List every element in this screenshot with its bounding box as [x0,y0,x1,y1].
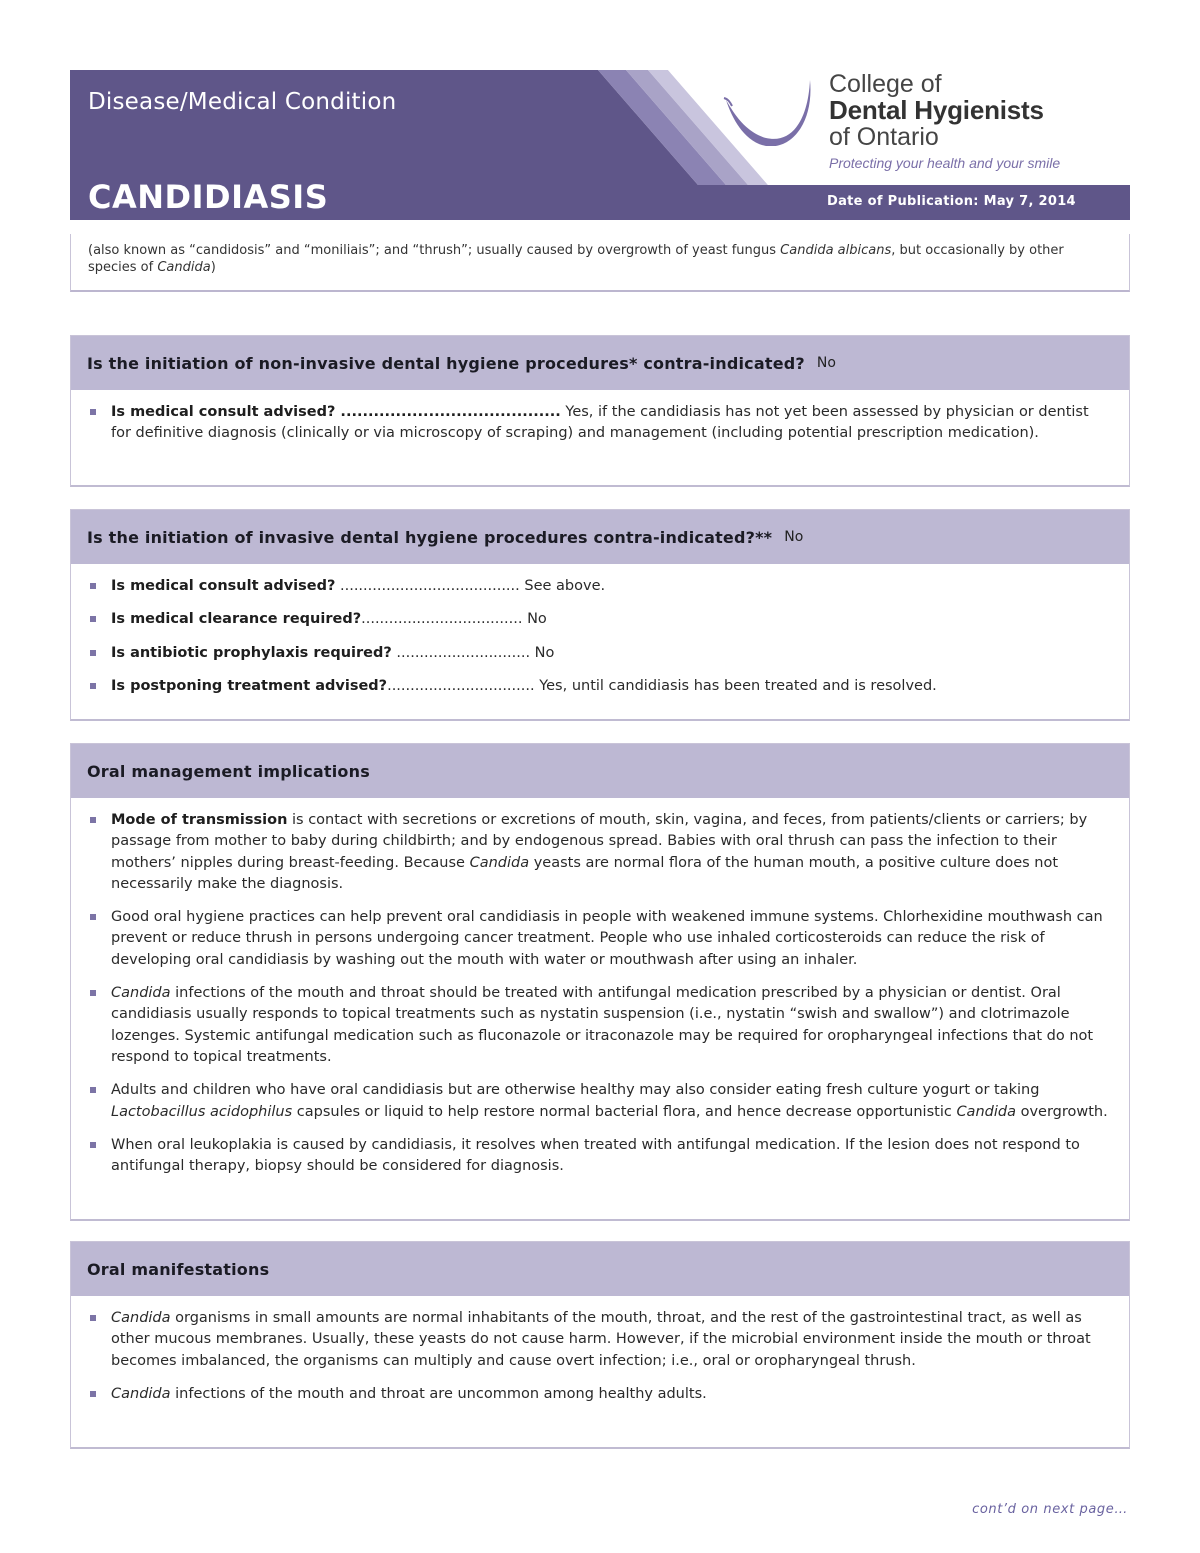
section-question: Is the initiation of invasive dental hygiene procedures contra-indicated?** [87,527,773,547]
section-oral-manifestations [70,1241,1130,1449]
item-text: capsules or liquid to help restore normal bacterial flora, and hence decrease opportunistic [292,1103,957,1120]
item-text: Yes, if the candidiasis has not yet been assessed by physician or dentist for definitive diagnosis (clinically or via microscopy of scraping) and management (including potential prescription medication). [111,404,1089,442]
section-question: Is the initiation of non-invasive dental hygiene procedures* contra-indicated? [87,353,805,373]
item-italic: Lactobacillus acidophilus [111,1103,293,1120]
item-text: infections of the mouth and throat are uncommon among healthy adults. [170,1385,707,1402]
list-item [87,907,1113,971]
section-answer: No [816,355,836,371]
section-header [71,744,1129,798]
logo-tagline: Protecting your health and your smile [829,155,1061,171]
item-text: No [534,644,555,661]
section-title: Oral management implications [87,761,370,781]
item-text: is contact with secretions or excretions of mouth, skin, vagina, and feces, from patients/clients or carriers; by passage from mother to baby during childbirth; and by endogenous spread. Babies with oral thrush can pass the infection to their mothers’ nipples during breast-feeding. Because [111,812,1088,871]
item-italic: Candida [111,985,171,1002]
item-bold: Mode of transmission [111,812,288,828]
page-title: CANDIDIASIS [88,178,329,216]
section-title: Oral manifestations [87,1259,270,1279]
item-text: When oral leukoplakia is caused by candidiasis, it resolves when treated with antifungal medication. If the lesion does not respond to antifungal therapy, biopsy should be considered for diagnosis. [111,1136,1080,1175]
category-label: Disease/Medical Condition [88,89,397,115]
item-italic: Candida [111,1385,171,1402]
list-item [87,609,1113,630]
section-oral-management [70,743,1130,1221]
publication-date: Date of Publication: May 7, 2014 [827,194,1076,209]
logo-line-2: Dental Hygienists [829,95,1044,125]
item-label: Is medical clearance required? [111,611,362,628]
section-header [71,336,1129,390]
item-text: infections of the mouth and throat should be treated with antifungal medication prescribed by a physician or dentist. Oral candidiasis usually responds to topical treatments such as nystatin suspension (i.e., nystatin “swish and swallow”) and clotrimazole lozenges. Systemic antifungal medication such as fluconazole or itraconazole may be required for oropharyngeal infections that do not respond to topical treatments. [111,985,1094,1065]
cdho-logo [722,70,1130,185]
aka-text-3: ) [210,260,216,275]
aka-italic-1: Candida albicans [780,243,892,258]
item-italic: Candida [469,854,530,871]
section-header [71,510,1129,564]
list-item [87,810,1113,895]
item-text: Yes, until candidiasis has been treated and is resolved. [539,677,937,694]
item-text: organisms in small amounts are normal inhabitants of the mouth, throat, and the rest of the gastrointestinal tract, as well as other mucous membranes. Usually, these yeasts do not cause harm. However, if the microbial environment inside the mouth or throat becomes imbalanced, the organisms can multiply and cause overt infection; i.e., oral or oropharyngeal thrush. [111,1310,1091,1369]
item-label: Is antibiotic prophylaxis required? [111,644,392,661]
logo-line-1: College of [829,70,942,98]
list-item [87,676,1113,697]
list-item [87,643,1113,664]
list-item [87,402,1113,445]
item-text: yeasts are normal flora of the human mouth, a positive culture does not necessarily make the diagnosis. [111,854,1059,892]
item-label: Is medical consult advised? [111,578,336,594]
aka-text-1: (also known as “candidosis” and “moniliais”; and “thrush”; usually caused by overgrowth of yeast fungus [88,243,781,258]
document-header [70,70,1130,292]
item-label: Is postponing treatment advised? [111,677,388,694]
section-noninvasive [70,335,1130,487]
item-dots: ............................. [391,644,531,661]
item-dots: ................................... [361,611,523,628]
list-item [87,1135,1113,1178]
list-item [87,1080,1113,1123]
list-item [87,1308,1113,1372]
continued-note: cont’d on next page… [972,1502,1128,1517]
item-text: No [527,611,547,628]
list-item [87,576,1113,597]
also-known-as [70,234,1130,292]
logo-swoosh-icon [722,76,822,146]
item-text: Adults and children who have oral candidiasis but are otherwise healthy may also consider eating fresh culture yogurt or taking [111,1082,1040,1099]
item-dots: ................................ [387,677,535,694]
item-italic: Candida [956,1103,1016,1120]
item-italic: Candida [111,1310,171,1326]
aka-text-2: , but occasionally by other species of [88,243,1064,275]
item-label: Is medical consult advised? ........................................ [111,404,561,420]
item-dots: ....................................... [335,578,520,594]
section-invasive [70,509,1130,721]
aka-italic-2: Candida [157,260,211,275]
section-header [71,1242,1129,1296]
item-text: Good oral hygiene practices can help prevent oral candidiasis in people with weakened immune systems. Chlorhexidine mouthwash can prevent or reduce thrush in persons undergoing cancer treatment. People who use inhaled corticosteroids can reduce the risk of developing oral candidiasis by washing out the mouth with water or mouthwash after using an inhaler. [111,909,1103,968]
item-text: overgrowth. [1015,1103,1108,1120]
list-item [87,983,1113,1068]
list-item [87,1384,1113,1405]
logo-line-3: of Ontario [829,123,939,151]
section-answer: No [784,529,804,545]
item-text: See above. [524,578,606,594]
